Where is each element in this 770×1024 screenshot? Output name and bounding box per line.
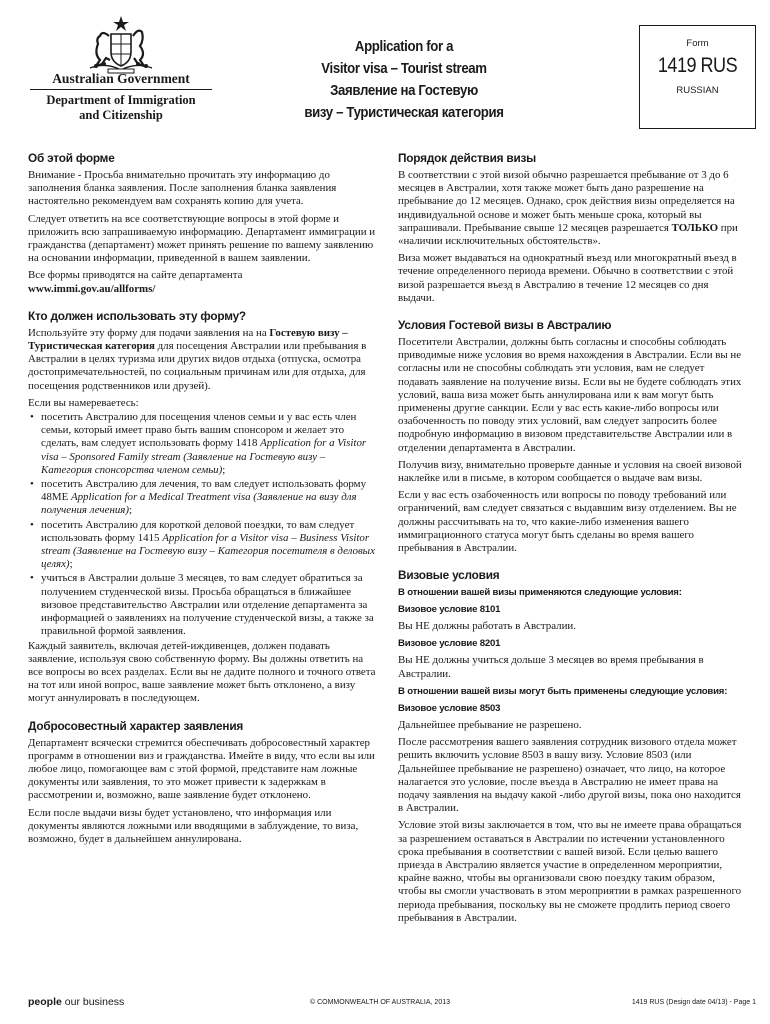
about-paragraph-2: Следует ответить на все соответствующие вопросы в этой форме и приложить всю запрашиваемую информацию. Департамент иммиграции и гражданства (департамент) может принять решение по вашему заявлению на основании информации, приведенной в вашем заявлении.: [28, 212, 376, 265]
about-paragraph-3: [28, 269, 376, 295]
condition-8503-after-text: После рассмотрения вашего заявления сотрудник визового отдела может решить включить условие 8503 в вашу визу. Условие 8503 (или Дальнейшее пребывание не разрешено) означает, что лицо, на которое налагается это условие, после въезда в Австралию не имеет права на подачу заявления на выдачу какой -либо другой визы, пока оно находится в Австралии.: [398, 736, 741, 815]
condition-8101-text: Вы НЕ должны работать в Австралии.: [398, 620, 576, 633]
section-heading-validity: Порядок действия визы: [398, 151, 537, 165]
about-forms-text: Все формы приводятся на сайте департамента: [28, 269, 243, 282]
title-line-4: визу – Туристическая категория: [304, 104, 504, 121]
coat-of-arms-logo: [76, 14, 166, 76]
brand-bold: people: [28, 996, 62, 1008]
subheading-conditions-apply: В отношении вашей визы применяются следующие условия:: [398, 587, 682, 599]
subheading-conditions-may-apply: В отношении вашей визы могут быть применены следующие условия:: [398, 685, 728, 697]
form-language: RUSSIAN: [676, 85, 719, 96]
list-item: • посетить Австралию для посещения членов семьи и у вас есть член семьи, который имеет право быть вашим спонсором и желает это сделать, вам следует использовать форму 1418 Application for a Visitor visa – Sponsored Family stream (Заявление на Гостевую визу –Категория спонсорства членом семьи);: [28, 411, 376, 477]
government-name: Australian Government: [52, 71, 190, 86]
validity-paragraph-2: Виза может выдаваться на однократный въезд или многократный въезд в течение определенного периода времени. Обычно в соответствии с этой визой разрешается въезд в Австралию в течение 12 месяцев со дня выдачи.: [398, 252, 737, 304]
footer-copyright: © COMMONWEALTH OF AUSTRALIA, 2013: [310, 999, 450, 1006]
footer-brand: [28, 996, 124, 1008]
who-intro: Используйте эту форму для подачи заявления на на Гостевую визу – Туристическая категория для посещения Австралии или пребывания в Австралии в целях туризма или других видов отдыха (отпуска, осмотра достопримечательностей, по социальным причинам или для отдыха, для посещения родственников или друзей).: [28, 326, 367, 392]
who-if-intend: Если вы намереваетесь:: [28, 396, 139, 409]
list-item: • учиться в Австралии дольше 3 месяцев, то вам следует обратиться за получением студенческой визы. Просьба обращаться в ближайшее визовое представительство Австралии или отделение департамента за информацией о заявлениях на получение студенческой визы, а также за правильной формой заявления.: [28, 572, 376, 638]
department-line-1: Department of Immigration: [46, 93, 196, 107]
integrity-paragraph-1: Департамент всячески стремится обеспечивать добросовестный характер программ в отношении виз и гражданства. Имейте в виду, что если вы или любое лицо, помогающее вам с этой формой, представите нам ложные документы или заявления, то это может привести к задержкам в рассмотрении и, возможно, ваше заявление будет отклонено.: [28, 736, 375, 802]
about-paragraph-1: Внимание - Просьба внимательно прочитать эту информацию до заполнения бланка заявления. После заполнения бланка заявления настоятельно рекомендуем вам сохранять копию для учета.: [28, 169, 337, 208]
who-bullet-list: [28, 411, 376, 638]
department-line-2: and Citizenship: [79, 108, 163, 122]
form-label: Form: [686, 38, 709, 49]
title-line-1: Application for a: [354, 38, 454, 55]
form-title: [300, 36, 508, 124]
section-heading-integrity: Добросовестный характер заявления: [28, 718, 244, 733]
section-heading-who: Кто должен использовать эту форму?: [28, 308, 246, 323]
form-number-box: [639, 25, 756, 129]
condition-8503-heading: Визовое условие 8503: [398, 702, 501, 714]
validity-paragraph-1: В соответствии с этой визой обычно разрешается пребывание от 3 до 6 месяцев в Австралии, хотя также может быть дано разрешение на пребывание до 12 месяцев. Однако, срок действия визы определяется на индивидуальной основе и может быть меньше срока, который вы запрашивали. Пребывание свыше 12 месяцев разрешается ТОЛЬКО при «наличии исключительных обстоятельств».: [398, 169, 738, 248]
brand-rest: our business: [61, 996, 125, 1008]
list-item: • посетить Австралию для короткой деловой поездки, то вам следует использовать форму 1415 Application for a Visitor visa – Business Visitor stream (Заявление на Гостевую визу – Категория посетителя в деловых целях);: [28, 519, 376, 572]
section-heading-visa-conditions: Визовые условия: [398, 568, 500, 583]
conditions-paragraph-2: Получив визу, внимательно проверьте данные и условия на своей визовой наклейке или в письме, в котором сообщается о выдаче вам визы.: [398, 458, 742, 485]
condition-8503-explanation: Условие этой визы заключается в том, что вы не имеете права обращаться за разрешением оставаться в Австралии по истечении установленного срока пребывания в соответствии с вашей визой. Если целью вашего приезда в Австралию является участие в определенном мероприятии, крайне важно, чтобы вы организовали свою поездку таким образом, чтобы вы смогли участвовать в этом мероприятии в рамках разрешенного периода пребывания, поскольку вы не сможете продлить период своего пребывания в Австралии.: [398, 819, 742, 924]
title-line-2: Visitor visa – Tourist stream: [321, 60, 487, 77]
condition-8201-heading: Визовое условие 8201: [398, 638, 501, 650]
footer-page-info: 1419 RUS (Design date 04/13) - Page 1: [631, 999, 756, 1006]
right-column: [398, 151, 742, 929]
section-heading-about: Об этой форме: [28, 151, 115, 165]
who-each-applicant: Каждый заявитель, включая детей-иждивенцев, должен подавать заявление, используя свою собственную форму. Вы должны ответить на все вопросы во всех разделах. Если вы не дадите полного и точного ответа на тот или иной вопрос, ваше заявление может быть отклонено, а визу могут аннулировать в последующем.: [28, 639, 376, 705]
header-divider: [30, 89, 212, 90]
form-number: 1419 RUS: [657, 54, 738, 77]
integrity-paragraph-2: Если после выдачи визы будет установлено, что информация или документы являются ложными или вводящими в заблуждение, то виза, возможно, будет в дальнейшем аннулирована.: [28, 806, 359, 845]
department-name: [28, 93, 214, 123]
forms-url-link[interactable]: www.immi.gov.au/allforms/: [28, 282, 156, 295]
condition-8503-text: Дальнейшее пребывание не разрешено.: [398, 718, 582, 731]
condition-8201-text: Вы НЕ должны учиться дольше 3 месяцев во время пребывания в Австралии.: [398, 654, 704, 680]
conditions-paragraph-3: Если у вас есть озабоченность или вопросы по поводу требований или ограничений, вам следует связаться с выдавшим визу отделением. Вы не должны рассчитывать на то, что какие-либо изменения вашего иммиграционного статуса могут быть сделаны во время вашего пребывания в Австралии.: [398, 489, 737, 555]
section-heading-conditions: Условия Гостевой визы в Австралию: [398, 318, 612, 333]
title-line-3: Заявление на Гостевую: [330, 82, 478, 99]
list-item: • посетить Австралию для лечения, то вам следует использовать форму 48ME Application for a Medical Treatment visa (Заявление на визу для получения лечения);: [28, 478, 376, 518]
left-column: [28, 151, 376, 850]
conditions-paragraph-1: Посетители Австралии, должны быть согласны и способны соблюдать приводимые ниже условия во время нахождения в Австралии. Если вы не согласны или не способны соблюдать эти условия, вам не следует подавать заявление на получение визы. Если вы не будете соблюдать этих условий, ваша виза может быть аннулирована или к вам могут быть применены другие санкции. Если у вас есть какие-либо вопросы или озабоченность по поводу этих условий, вам следует запросить более подробную информацию в визовом представительстве Австралии или в отделении департамента в Австралии.: [398, 336, 742, 454]
condition-8101-heading: Визовое условие 8101: [398, 604, 501, 616]
